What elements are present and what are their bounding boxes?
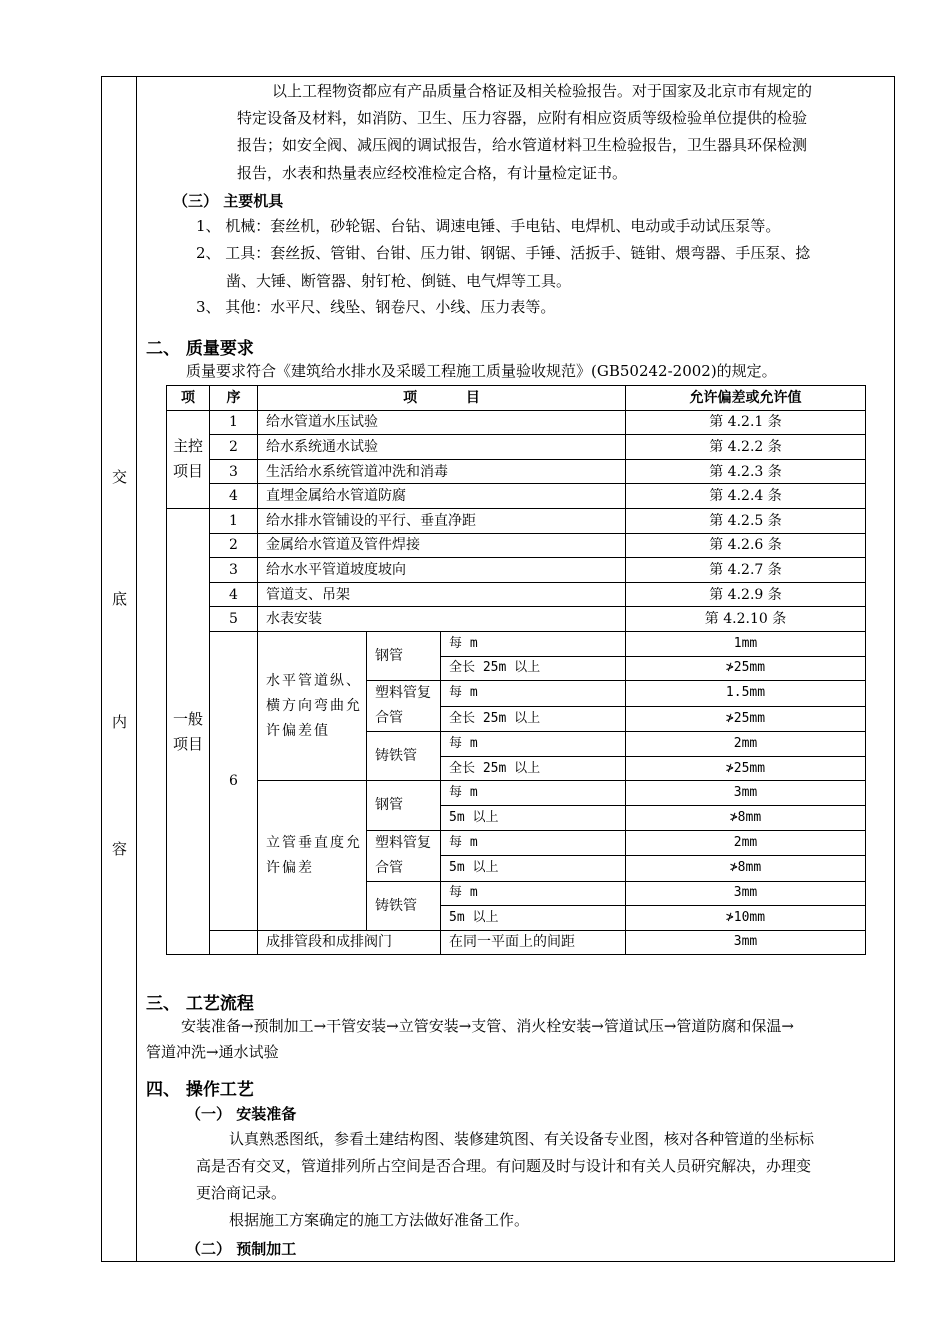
operation-subheading: （二） 预制加工 [186,1240,297,1258]
condition: 5m 以上 [441,856,626,882]
row-item: 给水管道水压试验 [258,410,626,435]
machines-item: 3、 其他：水平尺、线坠、钢卷尺、小线、压力表等。 [196,298,556,316]
material-name: 铸铁管 [367,732,441,781]
operation-paragraph-line: 更洽商记录。 [196,1184,287,1202]
tolerance: ≯25mm [626,756,866,781]
tolerance: 1.5mm [626,681,866,707]
row-no: 2 [210,435,258,460]
vertical-deviation-label: 立管垂直度允许偏差 [258,781,367,930]
condition: 每 m [441,631,626,656]
operation-heading: 四、 操作工艺 [146,1080,254,1100]
operation-paragraph-line: 高是否有交叉，管道排列所占空间是否合理。有问题及时与设计和有关人员研究解决，办理变 [196,1157,812,1175]
header-category: 项 [167,386,210,411]
row-value: 第 4.2.9 条 [626,582,866,607]
tolerance: ≯25mm [626,656,866,681]
row-no: 4 [210,582,258,607]
row-no: 3 [210,558,258,583]
row-value: 第 4.2.10 条 [626,607,866,632]
row-value: 第 4.2.3 条 [626,459,866,484]
material-name: 塑料管复合管 [367,830,441,881]
row-item: 管道支、吊架 [258,582,626,607]
table-row [167,484,866,509]
header-value: 允许偏差或允许值 [626,386,866,411]
operation-subheading: （一） 安装准备 [186,1105,297,1123]
machines-heading: （三） 主要机具 [173,192,284,210]
row-item: 水表安装 [258,607,626,632]
condition: 5m 以上 [441,805,626,830]
material-name: 钢管 [367,631,441,680]
row-no-empty [210,930,258,955]
table-row [167,631,866,656]
row-no: 6 [210,631,258,930]
tolerance: 1mm [626,631,866,656]
condition: 每 m [441,830,626,856]
tolerance: 3mm [626,930,866,955]
row-value: 第 4.2.2 条 [626,435,866,460]
tolerance: ≯8mm [626,805,866,830]
row-item: 给水排水管铺设的平行、垂直净距 [258,508,626,533]
header-item: 项 目 [258,386,626,411]
operation-paragraph-line: 根据施工方案确定的施工方法做好准备工作。 [229,1211,530,1229]
condition: 5m 以上 [441,906,626,931]
row-item: 成排管段和成排阀门 [258,930,441,955]
row-value: 第 4.2.4 条 [626,484,866,509]
row-value: 第 4.2.6 条 [626,533,866,558]
condition: 全长 25m 以上 [441,656,626,681]
row-item: 给水水平管道坡度坡向 [258,558,626,583]
condition: 每 m [441,781,626,806]
machines-item: 凿、大锤、断管器、射钉枪、倒链、电气焊等工具。 [226,272,572,290]
intro-line: 报告；如安全阀、减压阀的调试报告，给水管道材料卫生检验报告，卫生器具环保检测 [237,136,808,154]
condition: 每 m [441,732,626,757]
tolerance: ≯25mm [626,706,866,732]
table-row [167,435,866,460]
row-no: 1 [210,410,258,435]
side-label-column [102,77,137,1261]
material-name: 铸铁管 [367,881,441,930]
row-no: 2 [210,533,258,558]
main-group-label: 主控项目 [167,410,210,508]
table-row [167,607,866,632]
table-row [167,533,866,558]
process-heading: 三、 工艺流程 [146,994,254,1014]
tolerance: 2mm [626,732,866,757]
machines-item: 2、 工具：套丝扳、管钳、台钳、压力钳、钢锯、手锤、活扳手、链钳、煨弯器、手压泵、捻 [196,244,811,262]
horizontal-deviation-label: 水平管道纵、横方向弯曲允许偏差值 [258,631,367,780]
side-label-char: 交 [111,468,127,486]
table-header-row [167,386,866,411]
intro-line: 以上工程物资都应有产品质量合格证及相关检验报告。对于国家及北京市有规定的 [272,82,813,100]
table-row [167,508,866,533]
tolerance: ≯10mm [626,906,866,931]
row-value: 第 4.2.5 条 [626,508,866,533]
table-row [167,582,866,607]
intro-line: 特定设备及材料，如消防、卫生、压力容器，应附有相应资质等级检验单位提供的检验 [237,109,808,127]
row-item: 金属给水管道及管件焊接 [258,533,626,558]
tolerance: 2mm [626,830,866,856]
material-name: 钢管 [367,781,441,830]
row-value: 第 4.2.1 条 [626,410,866,435]
material-name: 塑料管复合管 [367,681,441,732]
side-label-char: 容 [111,840,127,858]
quality-table [166,385,866,955]
header-seq: 序 [210,386,258,411]
operation-paragraph-line: 认真熟悉图纸，参看土建结构图、装修建筑图、有关设备专业图，核对各种管道的坐标标 [229,1130,815,1148]
row-item: 直埋金属给水管道防腐 [258,484,626,509]
side-label-char: 内 [111,713,127,731]
general-group-label: 一般项目 [167,508,210,954]
tolerance: ≯8mm [626,856,866,882]
table-row [167,930,866,955]
table-row [167,558,866,583]
condition: 每 m [441,681,626,707]
table-row [167,781,866,806]
tolerance: 3mm [626,881,866,906]
row-no: 4 [210,484,258,509]
quality-heading: 二、 质量要求 [146,339,254,359]
condition: 在同一平面上的间距 [441,930,626,955]
condition: 全长 25m 以上 [441,706,626,732]
quality-intro: 质量要求符合《建筑给水排水及采暖工程施工质量验收规范》(GB50242-2002)的规定。 [186,362,777,380]
intro-line: 报告，水表和热量表应经校准检定合格，有计量检定证书。 [237,164,628,182]
table-row [167,410,866,435]
tolerance: 3mm [626,781,866,806]
machines-item: 1、 机械：套丝机，砂轮锯、台钻、调速电锤、手电钻、电焊机、电动或手动试压泵等。 [196,217,781,235]
process-line: 管道冲洗→通水试验 [146,1043,279,1061]
row-value: 第 4.2.7 条 [626,558,866,583]
row-no: 1 [210,508,258,533]
condition: 全长 25m 以上 [441,756,626,781]
row-no: 3 [210,459,258,484]
row-item: 给水系统通水试验 [258,435,626,460]
table-row [167,459,866,484]
row-item: 生活给水系统管道冲洗和消毒 [258,459,626,484]
condition: 每 m [441,881,626,906]
row-no: 5 [210,607,258,632]
side-label-char: 底 [111,590,127,608]
process-line: 安装准备→预制加工→干管安装→立管安装→支管、消火栓安装→管道试压→管道防腐和保温→ [181,1017,794,1035]
